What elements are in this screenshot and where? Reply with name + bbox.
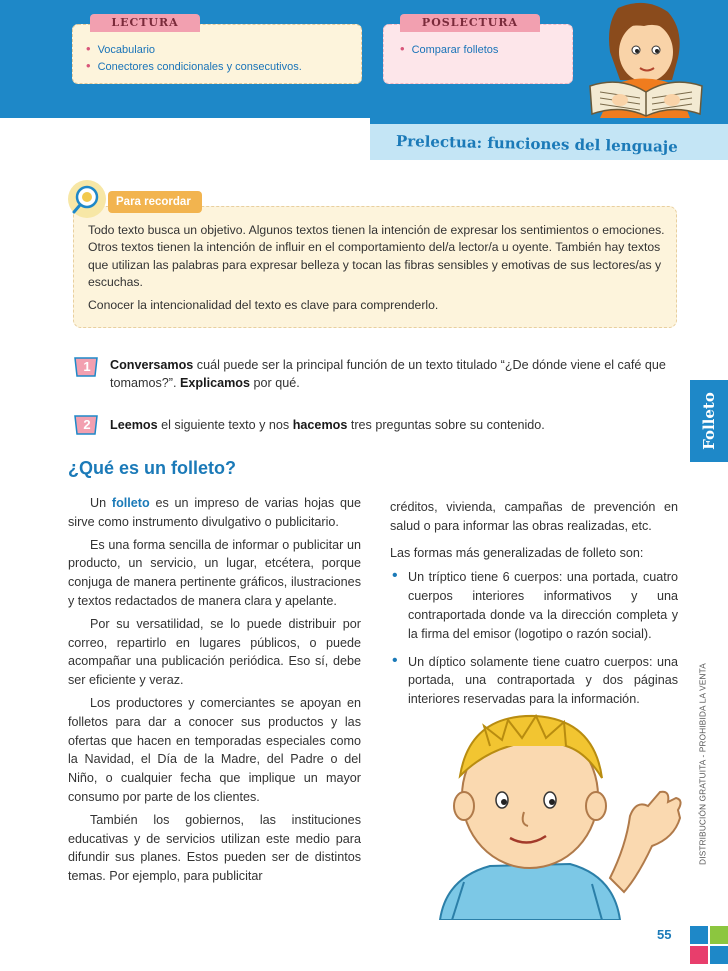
list-item: • Un díptico solamente tiene cuatro cuerpos: una portada, una contraportada y dos páginas interiores reservadas para la información. <box>390 653 678 709</box>
lectura-list <box>86 40 302 74</box>
activity-verb: hacemos <box>292 418 348 432</box>
remember-label: Para recordar <box>108 191 202 213</box>
keyword-folleto: folleto <box>111 496 150 510</box>
article-paragraph: Las formas más generalizadas de folleto son: <box>390 545 644 560</box>
poslectura-label: POSLECTURA <box>400 14 540 32</box>
activity-verb: Conversamos <box>110 358 194 372</box>
article-paragraph: Los productores y comerciantes se apoyan en folletos para dar a conocer sus productos y las ofertas que hacen en temporadas especiales como la Navidad, el Día de la Madre, del Padre o del Niño, o cualquier fecha que implique un mayor consumo por parte de los clientes. <box>68 695 361 804</box>
page-number: 55 <box>657 927 672 942</box>
folleto-types-list <box>390 568 678 709</box>
article-paragraph <box>68 494 361 532</box>
activity-2-text <box>110 416 680 434</box>
color-square <box>690 926 708 944</box>
article-paragraph: créditos, vivienda, campañas de prevención en salud o para informar las obras realizadas, etc. <box>390 500 678 533</box>
section-title-banner <box>370 124 728 160</box>
folleto-side-label: Folleto <box>700 392 718 450</box>
article-left-column <box>68 494 361 886</box>
article-paragraph: Por su versatilidad, se lo puede distribuir por correo, repartirlo en lugares públicos, o puede acompañar una publicación periódica. Eso sí, debe ser eficiente y veraz. <box>68 616 361 688</box>
activity-1-text <box>110 356 680 392</box>
remember-paragraph: Todo texto busca un objetivo. Algunos textos tienen la intención de expresar los sentimientos o emociones. Otros textos tienen la intención de influir en el comportamiento del/a lector/a u oyente. También hay textos que utilizan las palabras para expresar belleza y tocan las fibras sensibles y emotivas de sus lectores/as y escuchas. <box>88 223 665 289</box>
distribution-note: DISTRIBUCIÓN GRATUITA - PROHIBIDA LA VENTA <box>698 663 708 865</box>
activity-number-badge <box>74 356 100 378</box>
folleto-side-tab <box>690 380 728 462</box>
lectura-label: LECTURA <box>90 14 200 32</box>
poslectura-list <box>400 40 498 57</box>
activity-number: 1 <box>83 359 91 374</box>
color-square <box>710 926 728 944</box>
activity-verb: Leemos <box>110 418 158 432</box>
article-right-column <box>390 498 678 709</box>
activity-text-part: el siguiente texto y nos <box>157 418 293 432</box>
remember-paragraph: Conocer la intencionalidad del texto es clave para comprenderlo. <box>88 298 439 313</box>
activity-text-part: cuál puede ser la principal función de un texto titulado “¿De dónde viene el café que tomamos?”. <box>110 358 666 390</box>
color-square <box>690 946 708 964</box>
poslectura-item: • Comparar folletos <box>400 40 498 57</box>
paragraph-text: es un impreso de varias hojas que sirve como instrumento divulgativo o publicitario. <box>68 496 361 529</box>
activity-text-part: por qué. <box>250 376 300 390</box>
activity-number-badge <box>74 414 100 436</box>
activity-verb: Explicamos <box>180 376 250 390</box>
article-title: ¿Qué es un folleto? <box>68 458 237 478</box>
boy-pointing-illustration <box>390 706 690 920</box>
remember-text <box>88 222 668 314</box>
girl-reading-illustration <box>560 0 710 118</box>
color-square <box>710 946 728 964</box>
paragraph-text: Un <box>90 496 112 510</box>
activity-text-part: tres preguntas sobre su contenido. <box>347 418 545 432</box>
lectura-item: • Vocabulario <box>86 40 302 57</box>
lightbulb-icon <box>66 178 108 220</box>
article-paragraph: Es una forma sencilla de informar o publicitar un producto, un servicio, un lugar, etcétera, porque conjuga de manera pertinente gráficos, ilustraciones y textos redactados de manera clara y apelante. <box>68 537 361 608</box>
list-item: • Un tríptico tiene 6 cuerpos: una portada, cuatro cuerpos interiores informativos y una contraportada donde va la dirección completa y la firma del emisor (logotipo o razón social). <box>390 568 678 643</box>
article-paragraph: También los gobiernos, las instituciones educativas y de servicios utilizan este medio para difundir sus planes. Estos pueden ser de distintos temas. Por ejemplo, para publicitar <box>68 812 361 884</box>
activity-number: 2 <box>83 417 91 432</box>
lectura-item: • Conectores condicionales y consecutivos. <box>86 57 302 74</box>
section-title: Prelectua: funciones del lenguaje <box>395 132 678 156</box>
